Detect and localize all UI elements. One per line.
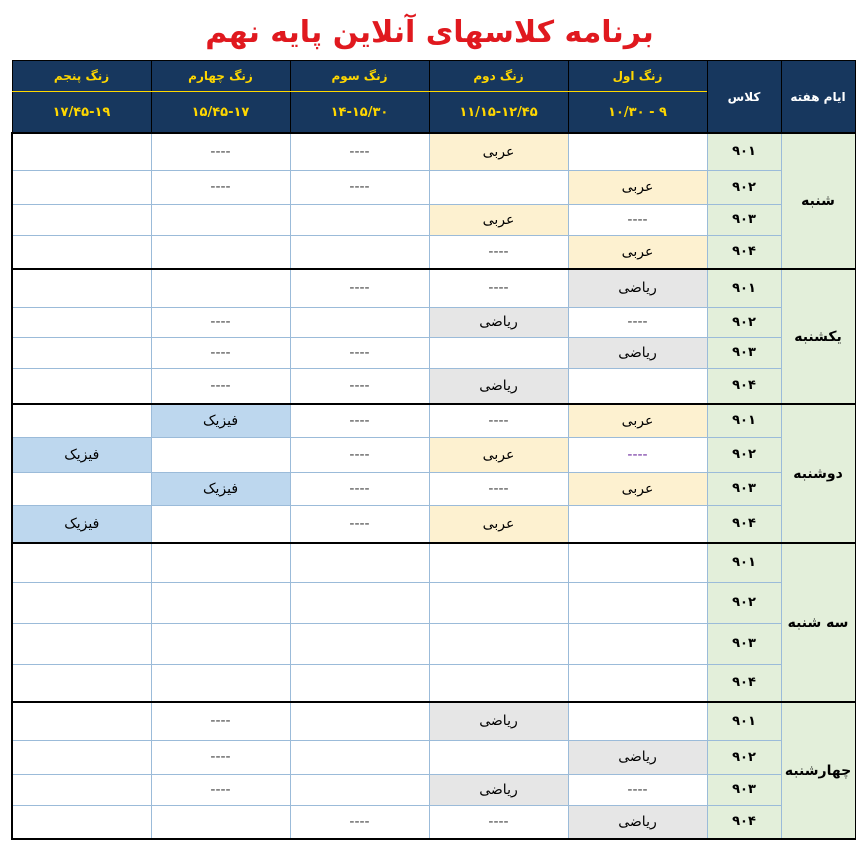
empty-cell xyxy=(12,664,151,702)
empty-cell xyxy=(151,269,290,307)
subject-cell-arabic: عربی xyxy=(568,170,707,204)
empty-slot-dash: ---- xyxy=(290,337,429,368)
table-row xyxy=(12,307,855,337)
empty-slot-dash: ---- xyxy=(151,702,290,740)
table-row xyxy=(12,204,855,235)
empty-cell xyxy=(12,774,151,805)
class-number: ۹۰۱ xyxy=(707,133,781,170)
empty-cell xyxy=(12,805,151,839)
class-number: ۹۰۳ xyxy=(707,774,781,805)
empty-cell xyxy=(568,664,707,702)
empty-cell xyxy=(12,133,151,170)
header-period-1-name: زنگ اول xyxy=(568,61,707,92)
empty-cell xyxy=(290,307,429,337)
table-row xyxy=(12,368,855,404)
empty-cell xyxy=(429,337,568,368)
subject-cell-arabic: عربی xyxy=(568,404,707,437)
empty-slot-dash: ---- xyxy=(290,404,429,437)
empty-cell xyxy=(568,582,707,623)
empty-cell xyxy=(429,543,568,582)
class-number: ۹۰۳ xyxy=(707,337,781,368)
header-period-4-name: زنگ چهارم xyxy=(151,61,290,92)
subject-cell-math: ریاضی xyxy=(568,269,707,307)
day-label: یکشنبه xyxy=(781,269,855,404)
empty-cell xyxy=(151,235,290,269)
subject-cell-physics: فیزیک xyxy=(12,437,151,472)
empty-cell xyxy=(568,543,707,582)
empty-cell xyxy=(290,582,429,623)
schedule-table xyxy=(11,60,856,840)
class-number: ۹۰۱ xyxy=(707,702,781,740)
empty-slot-dash: ---- xyxy=(151,170,290,204)
class-number: ۹۰۳ xyxy=(707,472,781,505)
empty-cell xyxy=(12,472,151,505)
empty-cell xyxy=(429,170,568,204)
class-number: ۹۰۲ xyxy=(707,170,781,204)
empty-cell xyxy=(290,543,429,582)
empty-cell xyxy=(151,664,290,702)
empty-cell xyxy=(568,623,707,664)
empty-cell xyxy=(151,623,290,664)
empty-cell xyxy=(568,368,707,404)
empty-cell xyxy=(12,368,151,404)
empty-cell xyxy=(429,740,568,774)
empty-cell xyxy=(151,805,290,839)
empty-slot-dash: ---- xyxy=(151,307,290,337)
empty-slot-dash: ---- xyxy=(290,472,429,505)
subject-cell-arabic: عربی xyxy=(429,204,568,235)
empty-slot-dash: ---- xyxy=(568,774,707,805)
empty-cell xyxy=(12,582,151,623)
class-number: ۹۰۱ xyxy=(707,543,781,582)
subject-cell-physics: فیزیک xyxy=(151,472,290,505)
class-number: ۹۰۴ xyxy=(707,805,781,839)
subject-cell-arabic: عربی xyxy=(568,235,707,269)
class-number: ۹۰۲ xyxy=(707,437,781,472)
header-period-1-time: ۹ - ۱۰/۳۰ xyxy=(568,92,707,134)
empty-slot-dash: ---- xyxy=(290,133,429,170)
empty-slot-dash: ---- xyxy=(568,307,707,337)
empty-cell xyxy=(12,337,151,368)
empty-cell xyxy=(568,505,707,543)
table-row xyxy=(12,437,855,472)
day-label: سه شنبه xyxy=(781,543,855,702)
empty-slot-dash: ---- xyxy=(429,269,568,307)
class-number: ۹۰۱ xyxy=(707,269,781,307)
table-row xyxy=(12,170,855,204)
subject-cell-arabic: عربی xyxy=(568,472,707,505)
table-row xyxy=(12,505,855,543)
empty-cell xyxy=(12,235,151,269)
table-row xyxy=(12,623,855,664)
empty-cell xyxy=(290,235,429,269)
empty-cell xyxy=(290,204,429,235)
empty-slot-dash: ---- xyxy=(429,472,568,505)
table-row xyxy=(12,582,855,623)
empty-cell xyxy=(151,437,290,472)
empty-cell xyxy=(12,307,151,337)
header-period-5-name: زنگ پنجم xyxy=(12,61,151,92)
table-row xyxy=(12,702,855,740)
empty-cell xyxy=(12,204,151,235)
schedule-body xyxy=(12,133,855,839)
table-row xyxy=(12,337,855,368)
class-number: ۹۰۱ xyxy=(707,404,781,437)
empty-slot-dash: ---- xyxy=(290,368,429,404)
header-day: ایام هفته xyxy=(781,61,855,134)
day-label: دوشنبه xyxy=(781,404,855,543)
empty-cell xyxy=(12,623,151,664)
class-number: ۹۰۲ xyxy=(707,307,781,337)
table-row xyxy=(12,740,855,774)
empty-slot-dash: ---- xyxy=(151,337,290,368)
empty-slot-dash: ---- xyxy=(568,204,707,235)
table-row xyxy=(12,269,855,307)
empty-cell xyxy=(12,404,151,437)
empty-cell xyxy=(429,582,568,623)
empty-cell xyxy=(151,582,290,623)
subject-cell-physics: فیزیک xyxy=(151,404,290,437)
class-number: ۹۰۴ xyxy=(707,664,781,702)
table-row xyxy=(12,543,855,582)
empty-slot-dash: ---- xyxy=(151,133,290,170)
empty-slot-dash: ---- xyxy=(290,805,429,839)
header-period-4-time: ۱۵/۴۵-۱۷ xyxy=(151,92,290,134)
class-number: ۹۰۲ xyxy=(707,740,781,774)
empty-cell xyxy=(290,740,429,774)
subject-cell-math: ریاضی xyxy=(568,337,707,368)
header-period-2-name: زنگ دوم xyxy=(429,61,568,92)
table-row xyxy=(12,133,855,170)
class-number: ۹۰۳ xyxy=(707,204,781,235)
empty-cell xyxy=(12,702,151,740)
empty-slot-dash: ---- xyxy=(290,170,429,204)
empty-cell xyxy=(290,702,429,740)
subject-cell-math: ریاضی xyxy=(429,307,568,337)
empty-cell xyxy=(12,543,151,582)
empty-cell xyxy=(151,204,290,235)
class-number: ۹۰۴ xyxy=(707,368,781,404)
table-row xyxy=(12,805,855,839)
class-number: ۹۰۲ xyxy=(707,582,781,623)
empty-cell xyxy=(290,623,429,664)
header-period-3-time: ۱۴-۱۵/۳۰ xyxy=(290,92,429,134)
empty-cell xyxy=(151,505,290,543)
empty-slot-dash: ---- xyxy=(151,368,290,404)
subject-cell-math: ریاضی xyxy=(568,740,707,774)
header-class: کلاس xyxy=(707,61,781,134)
class-number: ۹۰۴ xyxy=(707,505,781,543)
table-row xyxy=(12,664,855,702)
table-row xyxy=(12,774,855,805)
empty-slot-dash: ---- xyxy=(429,805,568,839)
subject-cell-physics: فیزیک xyxy=(12,505,151,543)
subject-cell-math: ریاضی xyxy=(568,805,707,839)
subject-cell-math: ریاضی xyxy=(429,774,568,805)
empty-slot-dash: ---- xyxy=(290,269,429,307)
empty-slot-dash: ---- xyxy=(429,235,568,269)
empty-cell xyxy=(429,664,568,702)
day-label: چهارشنبه xyxy=(781,702,855,839)
table-row xyxy=(12,235,855,269)
table-row xyxy=(12,404,855,437)
day-label: شنبه xyxy=(781,133,855,269)
subject-cell-arabic: عربی xyxy=(429,133,568,170)
empty-cell xyxy=(290,664,429,702)
header-period-2-time: ۱۱/۱۵-۱۲/۴۵ xyxy=(429,92,568,134)
empty-slot-dash: ---- xyxy=(568,437,707,472)
empty-cell xyxy=(12,170,151,204)
table-row xyxy=(12,472,855,505)
empty-cell xyxy=(429,623,568,664)
empty-slot-dash: ---- xyxy=(290,505,429,543)
class-number: ۹۰۳ xyxy=(707,623,781,664)
empty-slot-dash: ---- xyxy=(151,774,290,805)
subject-cell-math: ریاضی xyxy=(429,368,568,404)
subject-cell-math: ریاضی xyxy=(429,702,568,740)
empty-slot-dash: ---- xyxy=(290,437,429,472)
class-number: ۹۰۴ xyxy=(707,235,781,269)
empty-slot-dash: ---- xyxy=(429,404,568,437)
empty-slot-dash: ---- xyxy=(151,740,290,774)
header-period-3-name: زنگ سوم xyxy=(290,61,429,92)
empty-cell xyxy=(151,543,290,582)
empty-cell xyxy=(568,133,707,170)
empty-cell xyxy=(12,269,151,307)
subject-cell-arabic: عربی xyxy=(429,505,568,543)
empty-cell xyxy=(12,740,151,774)
page-title: برنامه کلاسهای آنلاین پایه نهم xyxy=(205,15,654,50)
empty-cell xyxy=(568,702,707,740)
header-period-5-time: ۱۷/۴۵-۱۹ xyxy=(12,92,151,134)
subject-cell-arabic: عربی xyxy=(429,437,568,472)
empty-cell xyxy=(290,774,429,805)
